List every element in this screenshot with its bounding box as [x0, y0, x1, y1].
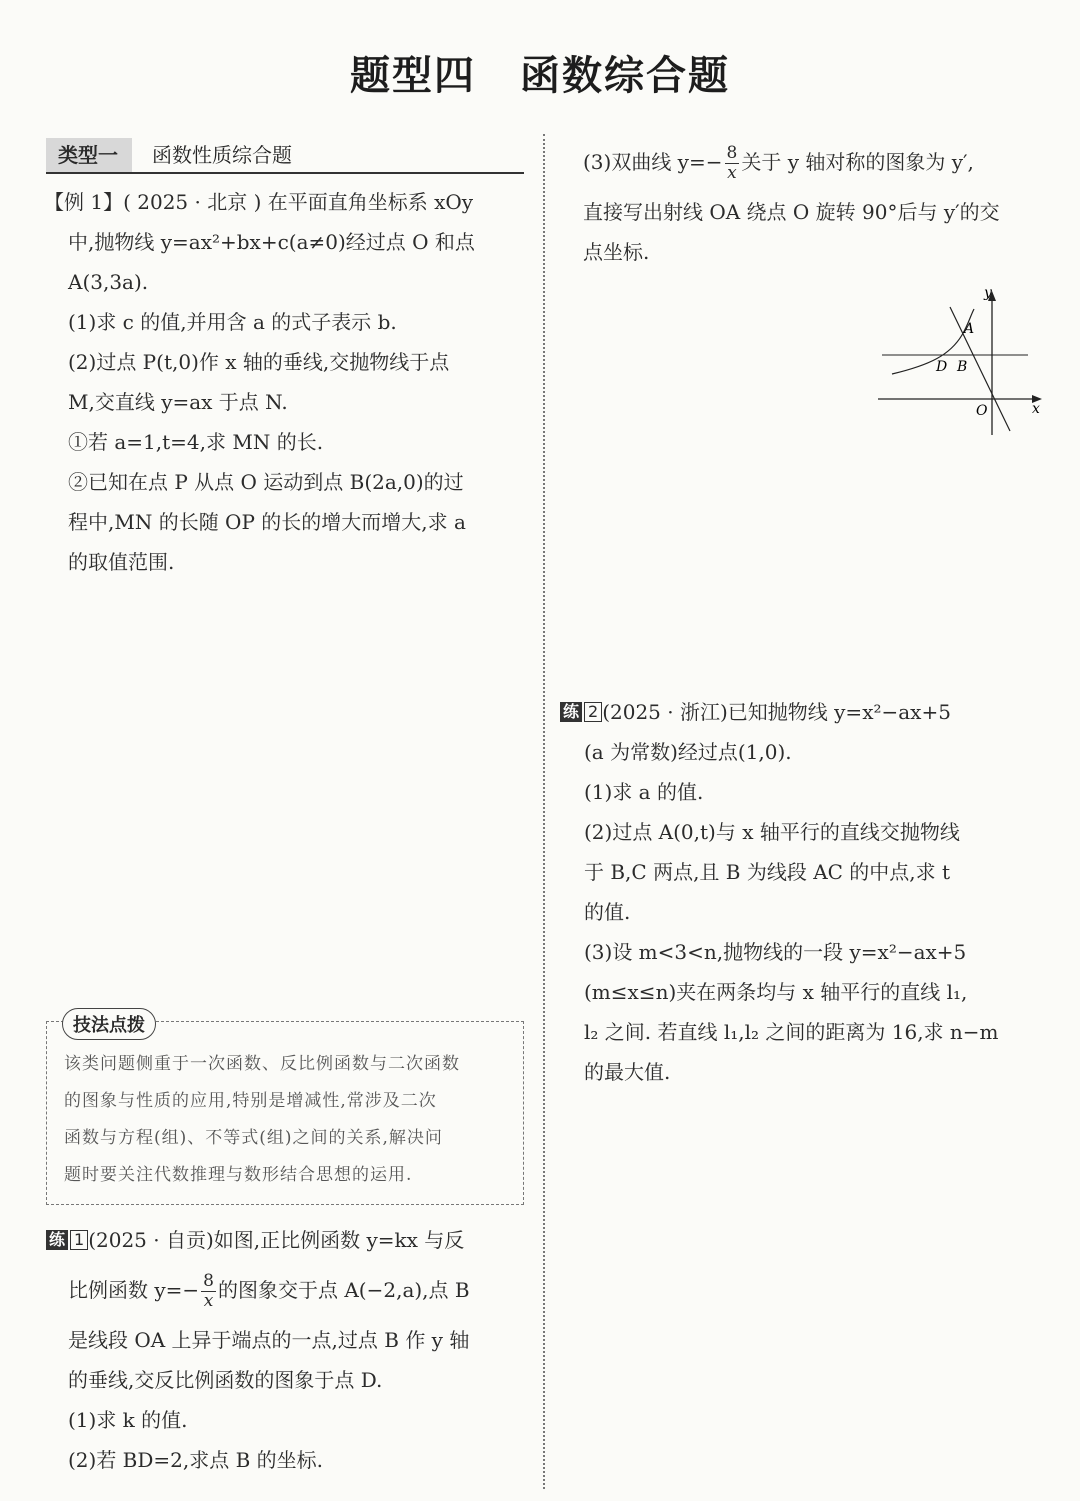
part3-line [583, 132, 1053, 192]
label-y: y [984, 285, 992, 301]
column-divider [543, 134, 545, 1489]
practice-2-line [560, 692, 1050, 732]
practice-2-line: 于 B,C 两点,且 B 为线段 AC 的中点,求 t [584, 860, 951, 884]
page-title [0, 44, 1080, 101]
section-header [46, 138, 524, 174]
example-1-line: ②已知在点 P 从点 O 运动到点 B(2a,0)的过 [68, 470, 464, 494]
title-part2: 函数综合题 [520, 52, 730, 99]
practice-1 [46, 1220, 528, 1480]
part3-line: 直接写出射线 OA 绕点 O 旋转 90°后与 y′的交 [583, 200, 1000, 224]
example-1-line: M,交直线 y=ax 于点 N. [68, 390, 288, 414]
practice-1-line: (2)若 BD=2,求点 B 的坐标. [68, 1448, 324, 1472]
practice-2-line: (a 为常数)经过点(1,0). [584, 740, 792, 764]
practice-1-line: (1)求 k 的值. [68, 1408, 188, 1432]
practice-1-line [46, 1220, 528, 1260]
title-part1: 题型四 [350, 52, 476, 99]
fraction [201, 1272, 216, 1311]
practice-2-line: (3)设 m<3<n,抛物线的一段 y=x²−ax+5 [584, 940, 967, 964]
example-1-line: 的取值范围. [68, 550, 175, 574]
label-a: A [964, 321, 975, 337]
practice-badge: 练 [560, 702, 582, 722]
example-1-line: (2)过点 P(t,0)作 x 轴的垂线,交抛物线于点 [68, 350, 450, 374]
practice-number: 1 [70, 1230, 88, 1250]
fraction [725, 144, 740, 183]
practice-2-line: 的最大值. [584, 1060, 671, 1084]
practice-1-line-text: 比例函数 y=− [68, 1278, 200, 1302]
example-1-line: 程中,MN 的长随 OP 的长的增大而增大,求 a [68, 510, 466, 534]
practice-1-part3 [583, 132, 1053, 272]
tips-line: 的图象与性质的应用,特别是增减性,常涉及二次 [64, 1091, 437, 1111]
tips-content [64, 1046, 514, 1194]
practice-1-line-text: 的图象交于点 A(−2,a),点 B [218, 1278, 470, 1302]
fraction-numerator: 8 [726, 143, 738, 163]
practice-1-line [46, 1260, 528, 1320]
example-1-line: 中,抛物线 y=ax²+bx+c(a≠0)经过点 O 和点 [68, 230, 475, 254]
label-x: x [1032, 401, 1040, 417]
practice-1-line-text: (2025 · 自贡)如图,正比例函数 y=kx 与反 [88, 1228, 465, 1252]
tips-line: 题时要关注代数推理与数形结合思想的运用. [64, 1165, 413, 1185]
tips-line: 函数与方程(组)、不等式(组)之间的关系,解决问 [64, 1128, 443, 1148]
section-type-label: 类型一 [46, 138, 132, 172]
function-graph-figure [870, 285, 1050, 445]
fraction-numerator: 8 [203, 1271, 214, 1291]
label-d: D [936, 359, 948, 375]
tips-line: 该类问题侧重于一次函数、反比例函数与二次函数 [64, 1054, 460, 1074]
part3-line: 点坐标. [583, 240, 650, 264]
practice-2 [560, 692, 1050, 1092]
practice-number: 2 [584, 702, 602, 722]
practice-2-line: l₂ 之间. 若直线 l₁,l₂ 之间的距离为 16,求 n−m [584, 1020, 999, 1044]
practice-1-line: 的垂线,交反比例函数的图象于点 D. [68, 1368, 383, 1392]
practice-2-line: (m≤x≤n)夹在两条均与 x 轴平行的直线 l₁, [584, 980, 968, 1004]
tips-title: 技法点拨 [62, 1008, 156, 1040]
section-type-text: 函数性质综合题 [152, 143, 292, 167]
practice-badge: 练 [46, 1230, 68, 1250]
practice-1-line: 是线段 OA 上异于端点的一点,过点 B 作 y 轴 [68, 1328, 470, 1352]
example-1-line: ①若 a=1,t=4,求 MN 的长. [68, 430, 324, 454]
practice-2-line: 的值. [584, 900, 631, 924]
practice-2-line: (2)过点 A(0,t)与 x 轴平行的直线交抛物线 [584, 820, 960, 844]
label-b: B [957, 359, 968, 375]
practice-2-line: (1)求 a 的值. [584, 780, 704, 804]
example-1-line: (1)求 c 的值,并用含 a 的式子表示 b. [68, 310, 397, 334]
fraction-denominator: x [727, 163, 737, 183]
example-1 [44, 182, 526, 582]
label-origin: O [976, 403, 988, 419]
example-1-line: A(3,3a). [68, 270, 149, 294]
practice-2-line-text: (2025 · 浙江)已知抛物线 y=x²−ax+5 [602, 700, 951, 724]
example-1-line: 【例 1】( 2025 · 北京 ) 在平面直角坐标系 xOy [44, 190, 474, 214]
fraction-denominator: x [203, 1291, 214, 1311]
part3-line-text: 关于 y 轴对称的图象为 y′, [741, 150, 974, 174]
part3-line-text: (3)双曲线 y=− [583, 150, 723, 174]
